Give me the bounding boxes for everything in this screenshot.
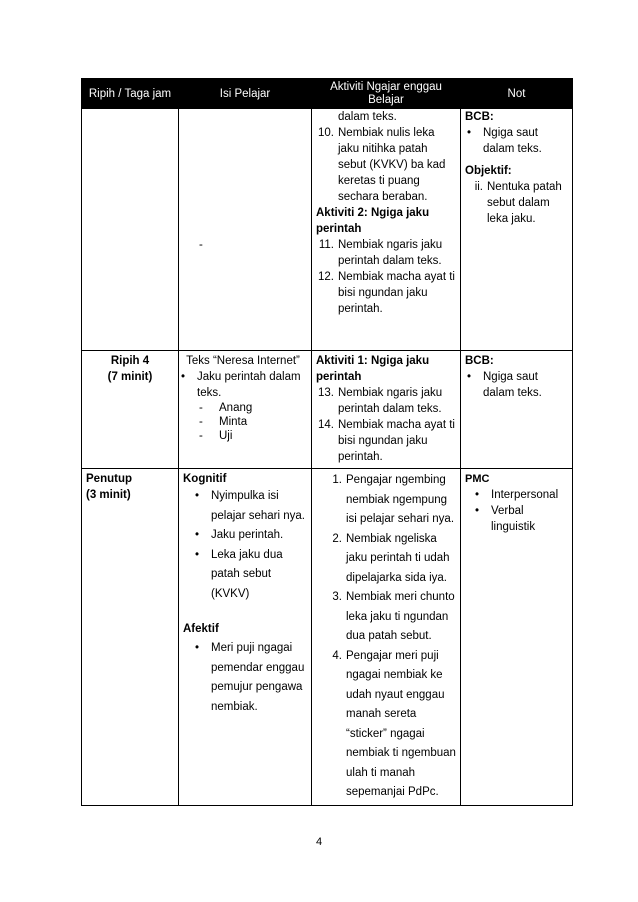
bullet-icon: • bbox=[467, 127, 472, 139]
row3-not-cell bbox=[461, 469, 573, 806]
row3-ripih-cell bbox=[82, 469, 179, 806]
row2-isi-title: Teks “Neresa Internet” bbox=[186, 355, 300, 367]
table-row bbox=[82, 109, 573, 351]
table-row bbox=[82, 351, 573, 469]
item-text: Jaku perintah dalam teks. bbox=[197, 371, 301, 399]
item-text: Ngiga saut dalam teks. bbox=[483, 371, 542, 399]
item-number: 10. bbox=[318, 127, 334, 139]
row1-not-cell bbox=[461, 109, 573, 351]
item-text: Anang bbox=[219, 402, 253, 414]
item-text: Pengajar meri puji ngagai nembiak ke udah nyaut enggau manah sereta “sticker” ngagai nembiak ti ngembuan ulah ti manah sepemanjai PdPc. bbox=[346, 649, 456, 798]
bullet-icon: • bbox=[195, 529, 200, 541]
row1-aktiviti-cell bbox=[312, 109, 461, 351]
item-number: 4. bbox=[332, 649, 342, 662]
bullet-icon: • bbox=[181, 371, 186, 383]
row3-taga: (3 minit) bbox=[86, 489, 131, 501]
list-item bbox=[179, 369, 307, 401]
list-item bbox=[324, 471, 456, 530]
item-number: 13. bbox=[318, 387, 334, 399]
row1-isi-dash: - bbox=[199, 239, 203, 251]
list-item bbox=[193, 546, 307, 605]
list-item bbox=[195, 401, 307, 415]
page-number: 4 bbox=[315, 836, 323, 848]
item-text: Nyimpulka isi pelajar sehari nya. bbox=[211, 490, 305, 522]
row1-ak-heading: Aktiviti 2: Ngiga jaku perintah bbox=[316, 207, 430, 235]
table-row bbox=[82, 469, 573, 806]
row1-not-heading: BCB: bbox=[465, 111, 494, 123]
header-ripih: Ripih / Taga jam bbox=[82, 79, 179, 109]
list-item bbox=[316, 237, 456, 269]
item-number: 3. bbox=[332, 591, 342, 603]
item-text: Jaku perintah. bbox=[211, 529, 284, 541]
row3-ripih: Penutup bbox=[86, 473, 132, 485]
list-item bbox=[465, 369, 568, 401]
row2-ripih: Ripih 4 bbox=[110, 355, 150, 367]
row1-ripih-cell bbox=[82, 109, 179, 351]
row2-not-cell bbox=[461, 351, 573, 469]
list-item bbox=[316, 385, 456, 417]
item-text: Nembiak nulis leka jaku nitihka patah sebut (KVKV) ba kad keretas ti puang sechara beraban. bbox=[338, 127, 446, 203]
list-item bbox=[316, 269, 456, 317]
header-isi: Isi Pelajar bbox=[179, 79, 312, 109]
header-aktiviti bbox=[312, 79, 461, 109]
item-number: 12. bbox=[318, 271, 334, 283]
item-text: Nembiak ngeliska jaku perintah ti udah dipelajarka sida iya. bbox=[346, 532, 450, 584]
item-number: 14. bbox=[318, 419, 334, 431]
item-text: Nembiak meri chunto leka jaku ti ngundan dua patah sebut. bbox=[346, 591, 455, 642]
item-text: Nentuka patah sebut dalam leka jaku. bbox=[487, 181, 562, 225]
list-item bbox=[324, 647, 456, 803]
lesson-plan-table bbox=[81, 78, 573, 806]
dash-icon: - bbox=[199, 416, 203, 428]
item-text: Nembiak ngaris jaku perintah dalam teks. bbox=[338, 387, 443, 415]
row2-aktiviti-cell bbox=[312, 351, 461, 469]
list-item bbox=[193, 639, 307, 717]
item-text: Pengajar ngembing nembiak ngempung isi pelajar sehari nya. bbox=[346, 474, 455, 525]
row3-afektif: Afektif bbox=[183, 623, 219, 635]
item-text: Uji bbox=[219, 430, 233, 442]
item-number: 11. bbox=[318, 239, 334, 251]
row3-isi-cell bbox=[179, 469, 312, 806]
list-item bbox=[316, 125, 456, 205]
item-text: Interpersonal bbox=[491, 489, 559, 501]
item-text: Leka jaku dua patah sebut (KVKV) bbox=[211, 548, 283, 600]
list-item bbox=[324, 530, 456, 589]
row2-isi-cell bbox=[179, 351, 312, 469]
list-item bbox=[324, 588, 456, 647]
row3-not-heading: PMC bbox=[465, 473, 490, 485]
bullet-icon: • bbox=[475, 505, 480, 517]
item-number: 2. bbox=[332, 532, 342, 545]
header-aktiviti-line-1: Aktiviti Ngajar enggau bbox=[330, 80, 442, 93]
item-number: ii. bbox=[474, 181, 483, 193]
header-row bbox=[82, 79, 573, 109]
list-item bbox=[195, 429, 307, 443]
bullet-icon: • bbox=[195, 490, 200, 502]
item-text: Verbal linguistik bbox=[491, 505, 536, 533]
item-text: Minta bbox=[219, 416, 248, 428]
row3-kognitif: Kognitif bbox=[183, 473, 227, 485]
item-text: Nembiak ngaris jaku perintah dalam teks. bbox=[338, 239, 443, 267]
item-text: Nembiak macha ayat ti bisi ngundan jaku perintah. bbox=[338, 271, 455, 315]
row2-ak-heading: Aktiviti 1: Ngiga jaku perintah bbox=[316, 355, 430, 383]
header-aktiviti-line-2: Belajar bbox=[368, 93, 404, 106]
list-item bbox=[465, 125, 568, 157]
item-text: Meri puji ngagai pemendar enggau pemujur pengawa nembiak. bbox=[211, 642, 305, 713]
row2-taga: (7 minit) bbox=[107, 371, 153, 383]
list-item bbox=[316, 417, 456, 465]
list-item bbox=[195, 415, 307, 429]
row3-aktiviti-cell bbox=[312, 469, 461, 806]
list-item bbox=[193, 487, 307, 526]
bullet-icon: • bbox=[475, 489, 480, 501]
item-text: Nembiak macha ayat ti bisi ngundan jaku perintah. bbox=[338, 419, 455, 463]
bullet-icon: • bbox=[195, 642, 200, 654]
dash-icon: - bbox=[199, 430, 203, 442]
row1-not-objektif: Objektif: bbox=[465, 165, 512, 177]
list-item bbox=[193, 526, 307, 546]
row1-isi-cell bbox=[179, 109, 312, 351]
item-number: 1. bbox=[332, 474, 342, 486]
bullet-icon: • bbox=[195, 548, 200, 561]
list-item bbox=[473, 487, 568, 503]
header-not: Not bbox=[461, 79, 573, 109]
row1-ak-continuation: dalam teks. bbox=[338, 111, 397, 123]
bullet-icon: • bbox=[467, 371, 472, 383]
item-text: Ngiga saut dalam teks. bbox=[483, 127, 542, 155]
dash-icon: - bbox=[199, 402, 203, 414]
list-item bbox=[465, 179, 568, 227]
list-item bbox=[473, 503, 568, 535]
row2-not-heading: BCB: bbox=[465, 355, 494, 367]
row2-ripih-cell bbox=[82, 351, 179, 469]
